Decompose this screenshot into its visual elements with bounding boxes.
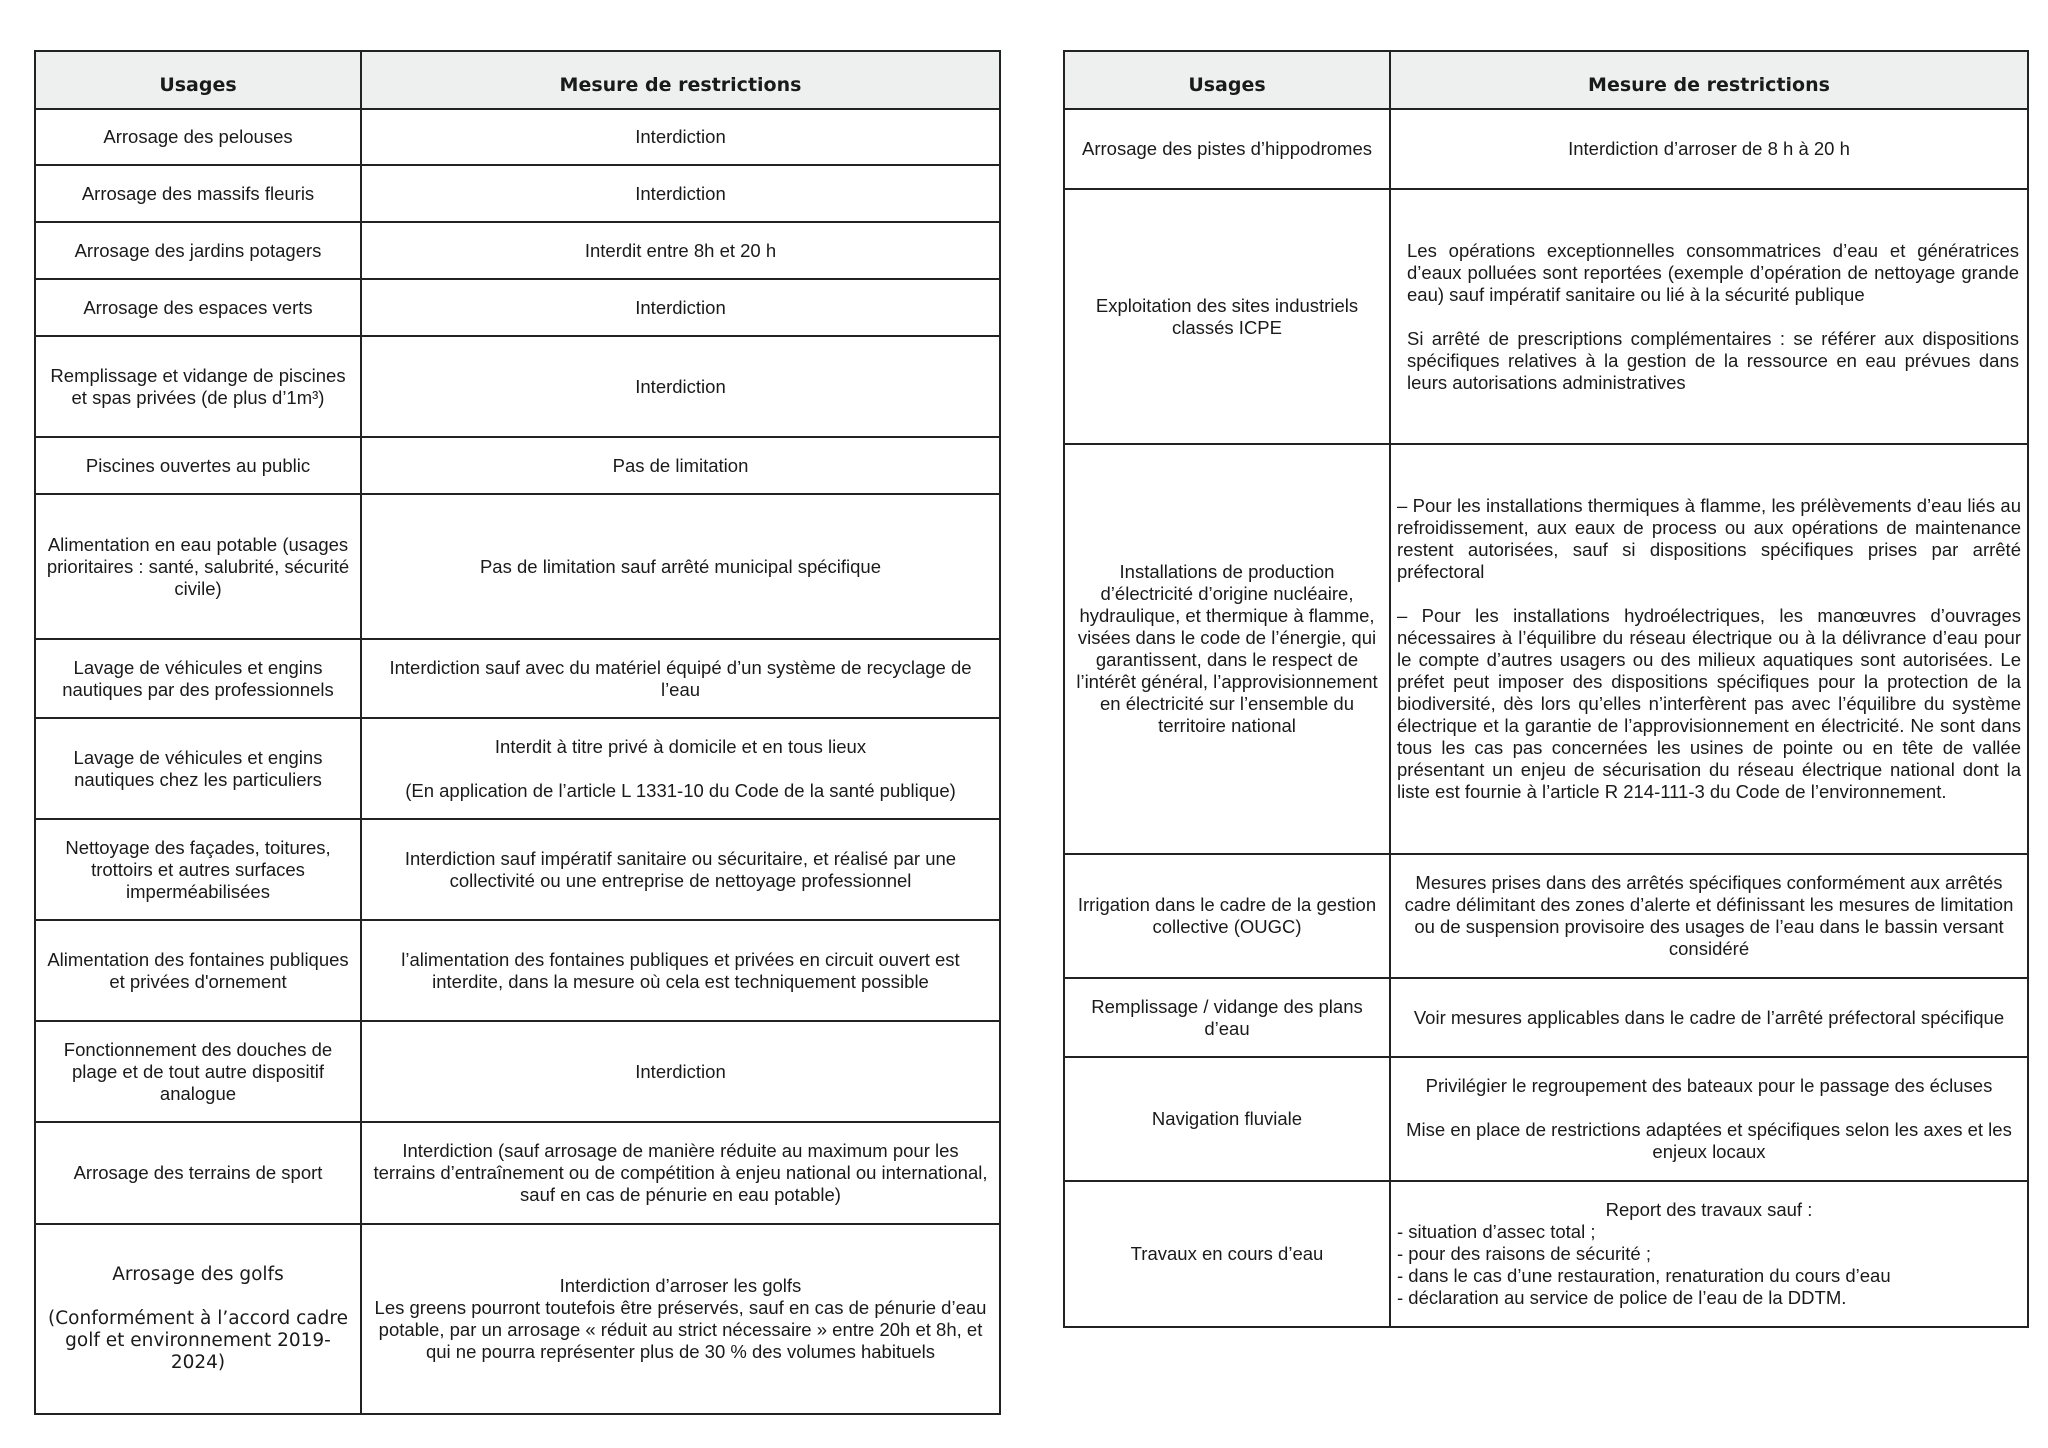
usage-text: Nettoyage des façades, toitures, trottoirs et autres surfaces imperméabilisées [65, 836, 331, 902]
usage-text: Irrigation dans le cadre de la gestion collective (OUGC) [1077, 894, 1377, 937]
measure-cell [361, 1021, 1000, 1122]
measure-text: Pas de limitation sauf arrêté municipal spécifique [479, 555, 882, 577]
measure-cell [361, 718, 1000, 819]
measure-list-item: - pour des raisons de sécurité ; [1397, 1243, 1651, 1264]
usage-text: Arrosage des pelouses [103, 126, 293, 147]
usage-text: Piscines ouvertes au public [85, 454, 311, 476]
usage-note: (Conformément à l’accord cadre golf et environnement 2019-2024) [48, 1308, 348, 1373]
restrictions-table-left [34, 50, 1001, 1415]
usage-text: Arrosage des terrains de sport [73, 1162, 323, 1183]
usage-text: Lavage de véhicules et engins nautiques par des professionnels [62, 656, 334, 700]
measure-cell [361, 437, 1000, 494]
measure-cell [1390, 1181, 2028, 1327]
measure-text: Privilégier le regroupement des bateaux pour le passage des écluses [1425, 1075, 1993, 1096]
measure-note: – Pour les installations hydroélectriques, les manœuvres d’ouvrages nécessaires à l’équilibre du réseau électrique ou à la délivrance d’eau pour le compte d’autres usagers ou des milieux aquatiques sont autorisées. Le préfet peut imposer des dispositions spécifiques pour la protection de la biodiversité, dès lors qu’elles n’interfèrent pas avec l’équilibre du système électrique et la garantie de l’approvisionnement en électricité. Ne sont dans tous les cas pas concernées les usines de pointe ou en tête de vallée présentant un enjeu de sécurisation du réseau électrique national dont la liste est fournie à l’article R 214-111-3 du Code de l’environnement. [1397, 605, 2021, 802]
usage-cell [35, 165, 361, 222]
usage-text: Remplissage et vidange de piscines et spas privées (de plus d’1m³) [50, 364, 346, 408]
measure-text: Les opérations exceptionnelles consommatrices d’eau et génératrices d’eaux polluées sont reportées (exemple d’opération de nettoyage grande eau) sauf impératif sanitaire ou lié à la sécurité publique [1407, 239, 2019, 305]
table-row [35, 1122, 1000, 1224]
measure-text: Interdit à titre privé à domicile et en tous lieux [494, 735, 867, 757]
measure-list-item: - situation d’assec total ; [1397, 1221, 1596, 1242]
measure-note: Si arrêté de prescriptions complémentaires : se référer aux dispositions spécifiques relatives à la gestion de la ressource en eau prévues dans leurs autorisations administratives [1407, 327, 2019, 393]
header-mesure: Mesure de restrictions [1390, 51, 2028, 109]
measure-text: l’alimentation des fontaines publiques et privées en circuit ouvert est interdite, dans la mesure où cela est techniquement possible [401, 948, 960, 992]
table-row [35, 437, 1000, 494]
usage-cell [1064, 1181, 1390, 1327]
usage-cell [1064, 854, 1390, 978]
measure-cell [361, 336, 1000, 437]
restrictions-table-right [1063, 50, 2029, 1328]
measure-cell [361, 920, 1000, 1021]
usage-text: Arrosage des massifs fleuris [81, 182, 315, 204]
measure-list-item: - dans le cas d’une restauration, renaturation du cours d’eau [1397, 1265, 1891, 1286]
usage-text: Arrosage des espaces verts [83, 296, 313, 318]
usage-text: Navigation fluviale [1151, 1108, 1303, 1129]
measure-cell [361, 222, 1000, 279]
usage-text: Alimentation des fontaines publiques et privées d'ornement [47, 948, 349, 992]
measure-list-item: - déclaration au service de police de l’eau de la DDTM. [1397, 1287, 1847, 1308]
usage-text: Installations de production d’électricité d’origine nucléaire, hydraulique, et thermique à flamme, visées dans le code de l’énergie, qui garantissent, dans le respect de l’intérêt général, l’approvisionnement en électricité sur l’ensemble du territoire national [1076, 561, 1378, 736]
usage-cell [35, 336, 361, 437]
measure-text: Interdiction [635, 1060, 726, 1082]
usage-text: Arrosage des pistes d’hippodromes [1082, 138, 1372, 159]
table-header-row [1064, 51, 2028, 109]
table-row [35, 222, 1000, 279]
measure-text: Pas de limitation [612, 454, 749, 476]
measure-cell [361, 639, 1000, 718]
measure-text: Interdiction (sauf arrosage de manière réduite au maximum pour les terrains d’entraînement ou de compétition à enjeu national ou international, sauf en cas de pénurie en eau potable) [373, 1140, 988, 1205]
usage-text: Exploitation des sites industriels classés ICPE [1095, 294, 1359, 338]
usage-cell [35, 639, 361, 718]
table-row [35, 718, 1000, 819]
table-row [35, 639, 1000, 718]
measure-cell [1390, 109, 2028, 189]
table-row [1064, 1057, 2028, 1181]
measure-cell [1390, 189, 2028, 444]
usage-text: Arrosage des golfs [112, 1264, 284, 1285]
usage-text: Alimentation en eau potable (usages prioritaires : santé, salubrité, sécurité civile) [46, 533, 350, 599]
usage-cell [35, 279, 361, 336]
measure-note: (En application de l’article L 1331-10 du Code de la santé publique) [405, 779, 956, 801]
measure-text: Interdit entre 8h et 20 h [584, 239, 777, 261]
measure-text: Interdiction sauf impératif sanitaire ou sécuritaire, et réalisé par une collectivité ou une entreprise de nettoyage professionnel [404, 847, 957, 891]
measure-text: Interdiction sauf avec du matériel équipé d’un système de recyclage de l’eau [389, 656, 972, 700]
usage-cell [35, 109, 361, 165]
measure-cell [1390, 1057, 2028, 1181]
measure-cell [361, 1122, 1000, 1224]
usage-cell [1064, 978, 1390, 1057]
header-usages: Usages [1064, 51, 1390, 109]
table-row [35, 336, 1000, 437]
measure-note: Mise en place de restrictions adaptées et spécifiques selon les axes et les enjeux locaux [1406, 1119, 2012, 1162]
table-row [35, 1021, 1000, 1122]
table-row [35, 1224, 1000, 1414]
usage-cell [1064, 109, 1390, 189]
measure-text: Interdiction d’arroser de 8 h à 20 h [1568, 138, 1850, 159]
measure-cell [361, 109, 1000, 165]
header-usages: Usages [35, 51, 361, 109]
usage-cell [35, 1224, 361, 1414]
usage-cell [1064, 444, 1390, 854]
usage-cell [35, 718, 361, 819]
usage-cell [35, 1021, 361, 1122]
usage-text: Remplissage / vidange des plans d’eau [1091, 995, 1363, 1039]
usage-text: Fonctionnement des douches de plage et de tout autre dispositif analogue [63, 1038, 333, 1104]
usage-cell [1064, 189, 1390, 444]
table-row [1064, 1181, 2028, 1327]
measure-text: Voir mesures applicables dans le cadre de l’arrêté préfectoral spécifique [1413, 1006, 2005, 1028]
usage-cell [35, 920, 361, 1021]
header-mesure: Mesure de restrictions [361, 51, 1000, 109]
table-row [1064, 854, 2028, 978]
usage-text: Lavage de véhicules et engins nautiques chez les particuliers [73, 746, 323, 790]
measure-text: Interdiction d’arroser les golfs [559, 1275, 802, 1296]
table-row [35, 920, 1000, 1021]
measure-cell [361, 165, 1000, 222]
usage-cell [35, 494, 361, 639]
measure-cell [1390, 978, 2028, 1057]
table-row [35, 279, 1000, 336]
measure-text: Mesures prises dans des arrêtés spécifiques conformément aux arrêtés cadre délimitant des zones d’alerte et définissant les mesures de limitation ou de suspension provisoire des usages de l’eau dans le bassin versant considéré [1404, 872, 2014, 959]
table-row [35, 109, 1000, 165]
measure-text: – Pour les installations thermiques à flamme, les prélèvements d’eau liés au refroidissement, aux eaux de process ou aux opérations de maintenance restent autorisées, sauf si dispositions spécifiques prises par arrêté préfectoral [1397, 495, 2021, 582]
measure-cell [361, 494, 1000, 639]
measure-cell [1390, 444, 2028, 854]
measure-title: Report des travaux sauf : [1605, 1199, 1813, 1220]
measure-text: Interdiction [635, 182, 726, 204]
table-header-row [35, 51, 1000, 109]
measure-cell [361, 279, 1000, 336]
measure-text: Interdiction [635, 296, 726, 318]
measure-cell [1390, 854, 2028, 978]
table-row [35, 819, 1000, 920]
usage-cell [35, 1122, 361, 1224]
measure-cell [361, 819, 1000, 920]
usage-cell [35, 437, 361, 494]
table-row [1064, 109, 2028, 189]
measure-text: Interdiction [635, 375, 726, 397]
measure-note: Les greens pourront toutefois être préservés, sauf en cas de pénurie d’eau potable, par un arrosage « réduit au strict nécessaire » entre 20h et 8h, et qui ne pourra représenter plus de 30 % des volumes habituels [374, 1297, 987, 1362]
usage-text: Travaux en cours d’eau [1130, 1243, 1324, 1264]
table-row [1064, 189, 2028, 444]
usage-cell [35, 222, 361, 279]
usage-cell [35, 819, 361, 920]
table-row [1064, 978, 2028, 1057]
usage-text: Arrosage des jardins potagers [74, 239, 322, 261]
measure-cell [361, 1224, 1000, 1414]
usage-cell [1064, 1057, 1390, 1181]
table-row [1064, 444, 2028, 854]
table-row [35, 165, 1000, 222]
measure-text: Interdiction [635, 126, 726, 147]
table-row [35, 494, 1000, 639]
